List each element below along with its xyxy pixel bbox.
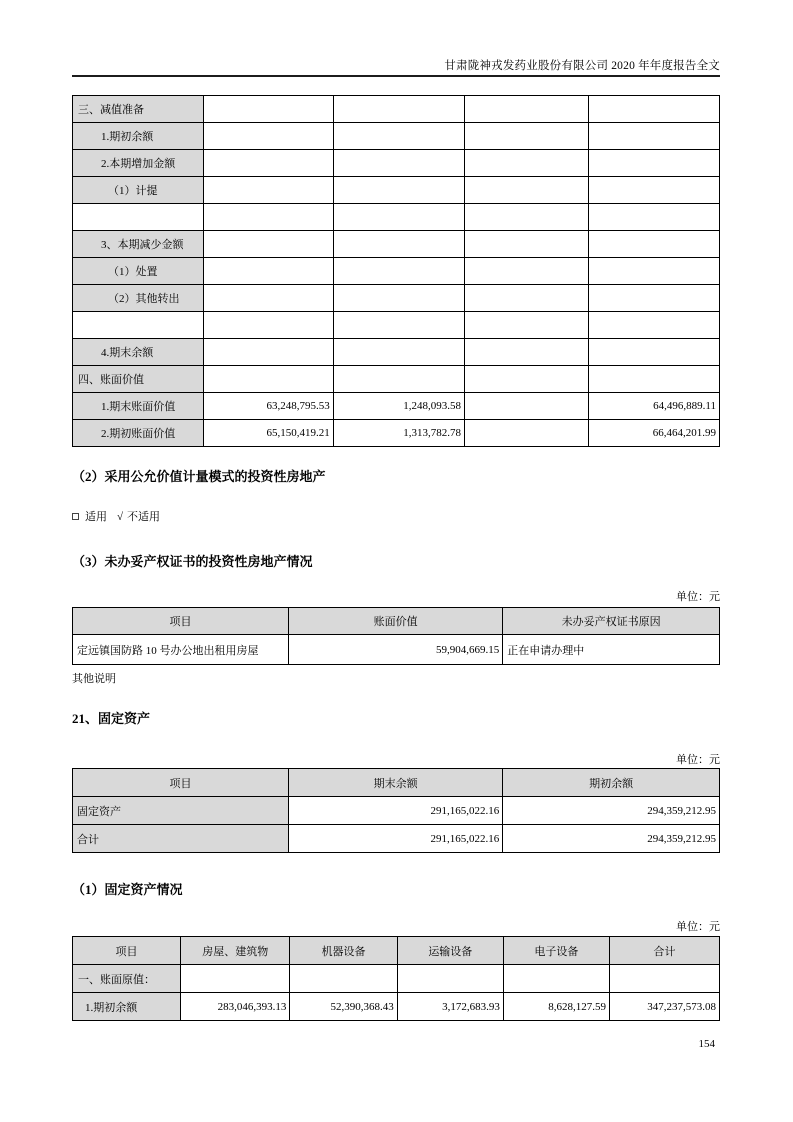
value-cell: 294,359,212.95 [503,825,720,853]
column-header: 项目 [73,937,181,965]
column-header: 期末余额 [289,769,503,797]
value-cell: 63,248,795.53 [204,393,333,420]
row-label-cell: 4.期末余额 [73,339,204,366]
value-cell [465,393,589,420]
row-label-cell: 2.本期增加金额 [73,150,204,177]
value-cell [333,366,464,393]
column-header: 项目 [73,769,289,797]
table-row [73,420,720,447]
table-row [73,177,720,204]
not-applicable-label: 不适用 [127,511,161,523]
value-cell [503,965,609,993]
table-row [73,258,720,285]
value-cell [465,123,589,150]
value-cell [204,285,333,312]
value-cell [589,366,720,393]
applicability-line [72,508,160,524]
fixed-assets-table-container [72,768,720,853]
value-cell: 64,496,889.11 [589,393,720,420]
value-cell [589,123,720,150]
value-cell: 291,165,022.16 [289,797,503,825]
no-certificate-table [72,607,720,665]
value-cell [465,420,589,447]
row-label-cell: 1.期初余额 [73,993,181,1021]
column-header: 账面价值 [289,608,503,635]
value-cell [204,258,333,285]
column-header: 运输设备 [397,937,503,965]
value-cell [465,231,589,258]
fixed-assets-detail-table-body [73,965,720,1021]
value-cell: 291,165,022.16 [289,825,503,853]
fixed-assets-detail-table-container [72,936,720,1021]
header-row [73,937,720,965]
value-cell [333,204,464,231]
value-cell [609,965,719,993]
applicable-label: 适用 [85,511,107,523]
value-cell [465,204,589,231]
row-label-cell: 1.期初余额 [73,123,204,150]
value-cell [204,150,333,177]
row-label-cell: 固定资产 [73,797,289,825]
value-cell [333,123,464,150]
table-row [73,366,720,393]
value-cell [333,258,464,285]
impairment-table [72,95,720,447]
value-cell [465,339,589,366]
table-row [73,825,720,853]
value-cell [204,177,333,204]
value-cell [204,366,333,393]
other-notes-label: 其他说明 [72,673,116,685]
value-cell: 294,359,212.95 [503,797,720,825]
row-label-cell: 四、账面价值 [73,366,204,393]
value-cell [589,204,720,231]
value-cell [465,285,589,312]
table-row [73,96,720,123]
value-cell [290,965,397,993]
section-heading-no-certificate: （3）未办妥产权证书的投资性房地产情况 [72,554,313,569]
value-cell: 3,172,683.93 [397,993,503,1021]
column-header: 期初余额 [503,769,720,797]
row-label-cell: 3、本期减少金额 [73,231,204,258]
row-label-cell: 1.期末账面价值 [73,393,204,420]
column-header: 电子设备 [503,937,609,965]
value-cell [333,339,464,366]
value-cell [589,285,720,312]
value-cell: 1,248,093.58 [333,393,464,420]
section-heading-fixed-assets: 21、固定资产 [72,711,151,726]
value-cell [204,204,333,231]
value-cell [204,312,333,339]
value-cell [465,96,589,123]
property-item-cell: 定远镇国防路 10 号办公地出租用房屋 [73,635,289,665]
row-label-cell: （2）其他转出 [73,285,204,312]
value-cell [589,258,720,285]
value-cell [465,366,589,393]
value-cell [181,965,290,993]
value-cell [204,96,333,123]
value-cell [465,177,589,204]
document-header-title: 甘肃陇神戎发药业股份有限公司 2020 年年度报告全文 [444,60,720,72]
book-value-cell: 59,904,669.15 [289,635,503,665]
reason-cell: 正在申请办理中 [503,635,720,665]
value-cell: 52,390,368.43 [290,993,397,1021]
value-cell: 65,150,419.21 [204,420,333,447]
value-cell [465,312,589,339]
section-heading-fixed-assets-detail: （1）固定资产情况 [72,882,183,897]
table-row [73,285,720,312]
value-cell [204,231,333,258]
value-cell [589,96,720,123]
fixed-assets-table [72,768,720,853]
impairment-table-container [72,95,720,447]
value-cell [465,150,589,177]
row-label-cell: 三、减值准备 [73,96,204,123]
row-label-cell: （1）计提 [73,177,204,204]
row-label-cell [73,312,204,339]
value-cell [465,258,589,285]
value-cell [333,177,464,204]
fixed-assets-detail-table-head [73,937,720,965]
fixed-assets-detail-table [72,936,720,1021]
value-cell [204,339,333,366]
header-row [73,769,720,797]
table-row [73,231,720,258]
column-header: 项目 [73,608,289,635]
checkbox-icon [72,513,79,520]
column-header: 未办妥产权证书原因 [503,608,720,635]
table-row [73,312,720,339]
unit-label: 单位：元 [676,754,720,766]
row-label-cell: 2.期初账面价值 [73,420,204,447]
value-cell [333,150,464,177]
header-row [73,608,720,635]
value-cell [589,177,720,204]
section-heading-fair-value-model: （2）采用公允价值计量模式的投资性房地产 [72,469,326,484]
value-cell: 8,628,127.59 [503,993,609,1021]
value-cell: 283,046,393.13 [181,993,290,1021]
value-cell [589,150,720,177]
value-cell [589,339,720,366]
value-cell [397,965,503,993]
table-row [73,339,720,366]
unit-label: 单位：元 [676,921,720,933]
row-label-cell: 合计 [73,825,289,853]
table-row [73,965,720,993]
column-header: 机器设备 [290,937,397,965]
table-row [73,150,720,177]
value-cell [204,123,333,150]
column-header: 合计 [609,937,719,965]
table-row [73,635,720,665]
table-row [73,123,720,150]
row-label-cell [73,204,204,231]
table-row [73,393,720,420]
value-cell [333,231,464,258]
table-row [73,204,720,231]
table-row [73,797,720,825]
unit-label: 单位：元 [676,591,720,603]
fixed-assets-table-body [73,797,720,853]
value-cell [333,312,464,339]
page-number: 154 [698,1038,715,1050]
value-cell [333,96,464,123]
header-divider [72,75,720,77]
row-label-cell: （1）处置 [73,258,204,285]
value-cell: 66,464,201.99 [589,420,720,447]
value-cell [589,312,720,339]
check-mark-icon: √ [117,511,124,523]
fixed-assets-table-head [73,769,720,797]
row-label-cell: 一、账面原值： [73,965,181,993]
value-cell [589,231,720,258]
no-certificate-table-body [73,635,720,665]
no-certificate-table-container [72,607,720,665]
value-cell: 347,237,573.08 [609,993,719,1021]
column-header: 房屋、建筑物 [181,937,290,965]
impairment-table-body [73,96,720,447]
no-certificate-table-head [73,608,720,635]
table-row [73,993,720,1021]
value-cell: 1,313,782.78 [333,420,464,447]
value-cell [333,285,464,312]
